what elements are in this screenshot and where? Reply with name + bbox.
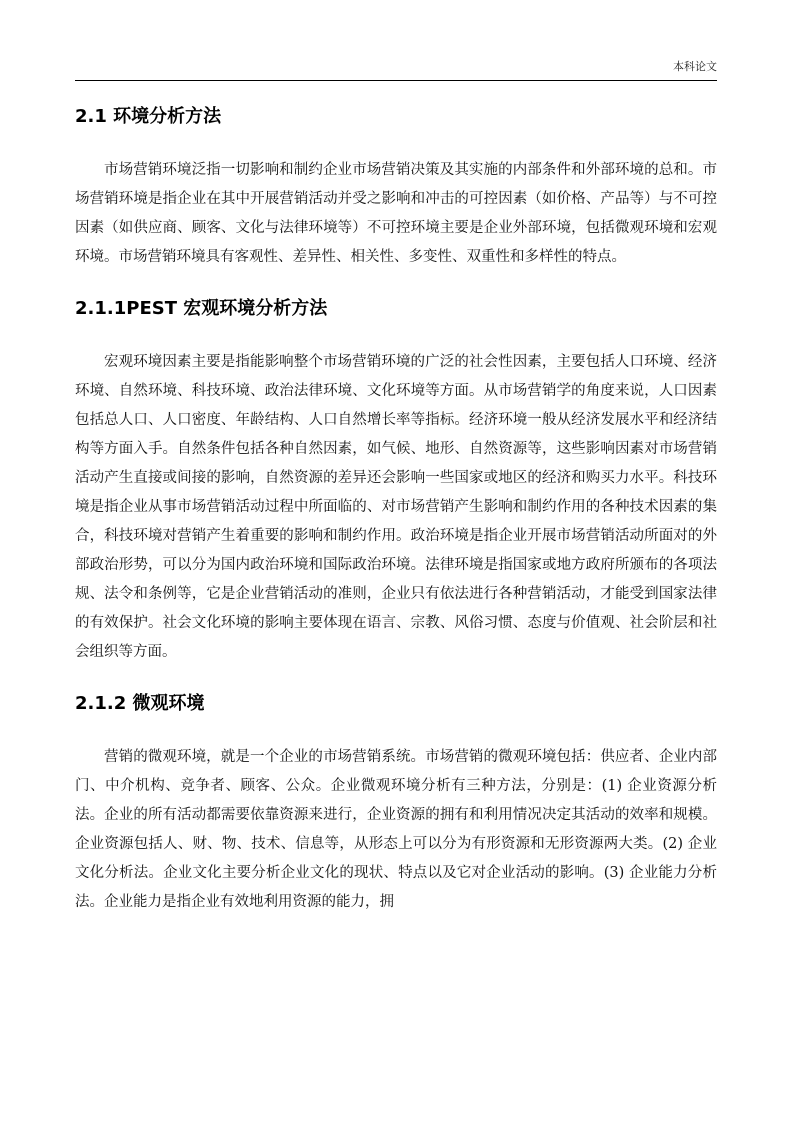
running-header: 本科论文 <box>673 60 717 73</box>
section-paragraph-2-1-2: 营销的微观环境，就是一个企业的市场营销系统。市场营销的微观环境包括：供应者、企业内部门、中介机构、竞争者、顾客、公众。企业微观环境分析有三种方法，分别是：(1) 企业资源分析法。企业的所有活动都需要依靠资源来进行，企业资源的拥有和利用情况决定其活动的效率和规模。企业资源包括人、财、物、技术、信息等，从形态上可以分为有形资源和无形资源两大类。(2) 企业文化分析法。企业文化主要分析企业文化的现状、特点以及它对企业活动的影响。(3) 企业能力分析法。企业能力是指企业有效地利用资源的能力，拥 <box>75 749 717 910</box>
header-divider <box>75 80 717 81</box>
section-paragraph-2-1-1: 宏观环境因素主要是指能影响整个市场营销环境的广泛的社会性因素，主要包括人口环境、经济环境、自然环境、科技环境、政治法律环境、文化环境等方面。从市场营销学的角度来说，人口因素包括总人口、人口密度、年龄结构、人口自然增长率等指标。经济环境一般从经济发展水平和经济结构等方面入手。自然条件包括各种自然因素，如气候、地形、自然资源等，这些影响因素对市场营销活动产生直接或间接的影响，自然资源的差异还会影响一些国家或地区的经济和购买力水平。科技环境是指企业从事市场营销活动过程中所面临的、对市场营销产生影响和制约作用的各种技术因素的集合，科技环境对营销产生着重要的影响和制约作用。政治环境是指企业开展市场营销活动所面对的外部政治形势，可以分为国内政治环境和国际政治环境。法律环境是指国家或地方政府所颁布的各项法规、法令和条例等，它是企业营销活动的准则，企业只有依法进行各种营销活动，才能受到国家法律的有效保护。社会文化环境的影响主要体现在语言、宗教、风俗习惯、态度与价值观、社会阶层和社会组织等方面。 <box>75 354 717 660</box>
page-content <box>75 100 717 917</box>
section-paragraph-2-1: 市场营销环境泛指一切影响和制约企业市场营销决策及其实施的内部条件和外部环境的总和。市场营销环境是指企业在其中开展营销活动并受之影响和冲击的可控因素（如价格、产品等）与不可控因素（如供应商、顾客、文化与法律环境等）不可控环境主要是企业外部环境，包括微观环境和宏观环境。市场营销环境具有客观性、差异性、相关性、多变性、双重性和多样性的特点。 <box>75 162 717 265</box>
section-heading-2-1: 2.1 环境分析方法 <box>75 106 222 127</box>
section-heading-2-1-2: 2.1.2 微观环境 <box>75 693 205 714</box>
section-heading-2-1-1: 2.1.1PEST 宏观环境分析方法 <box>75 298 328 319</box>
